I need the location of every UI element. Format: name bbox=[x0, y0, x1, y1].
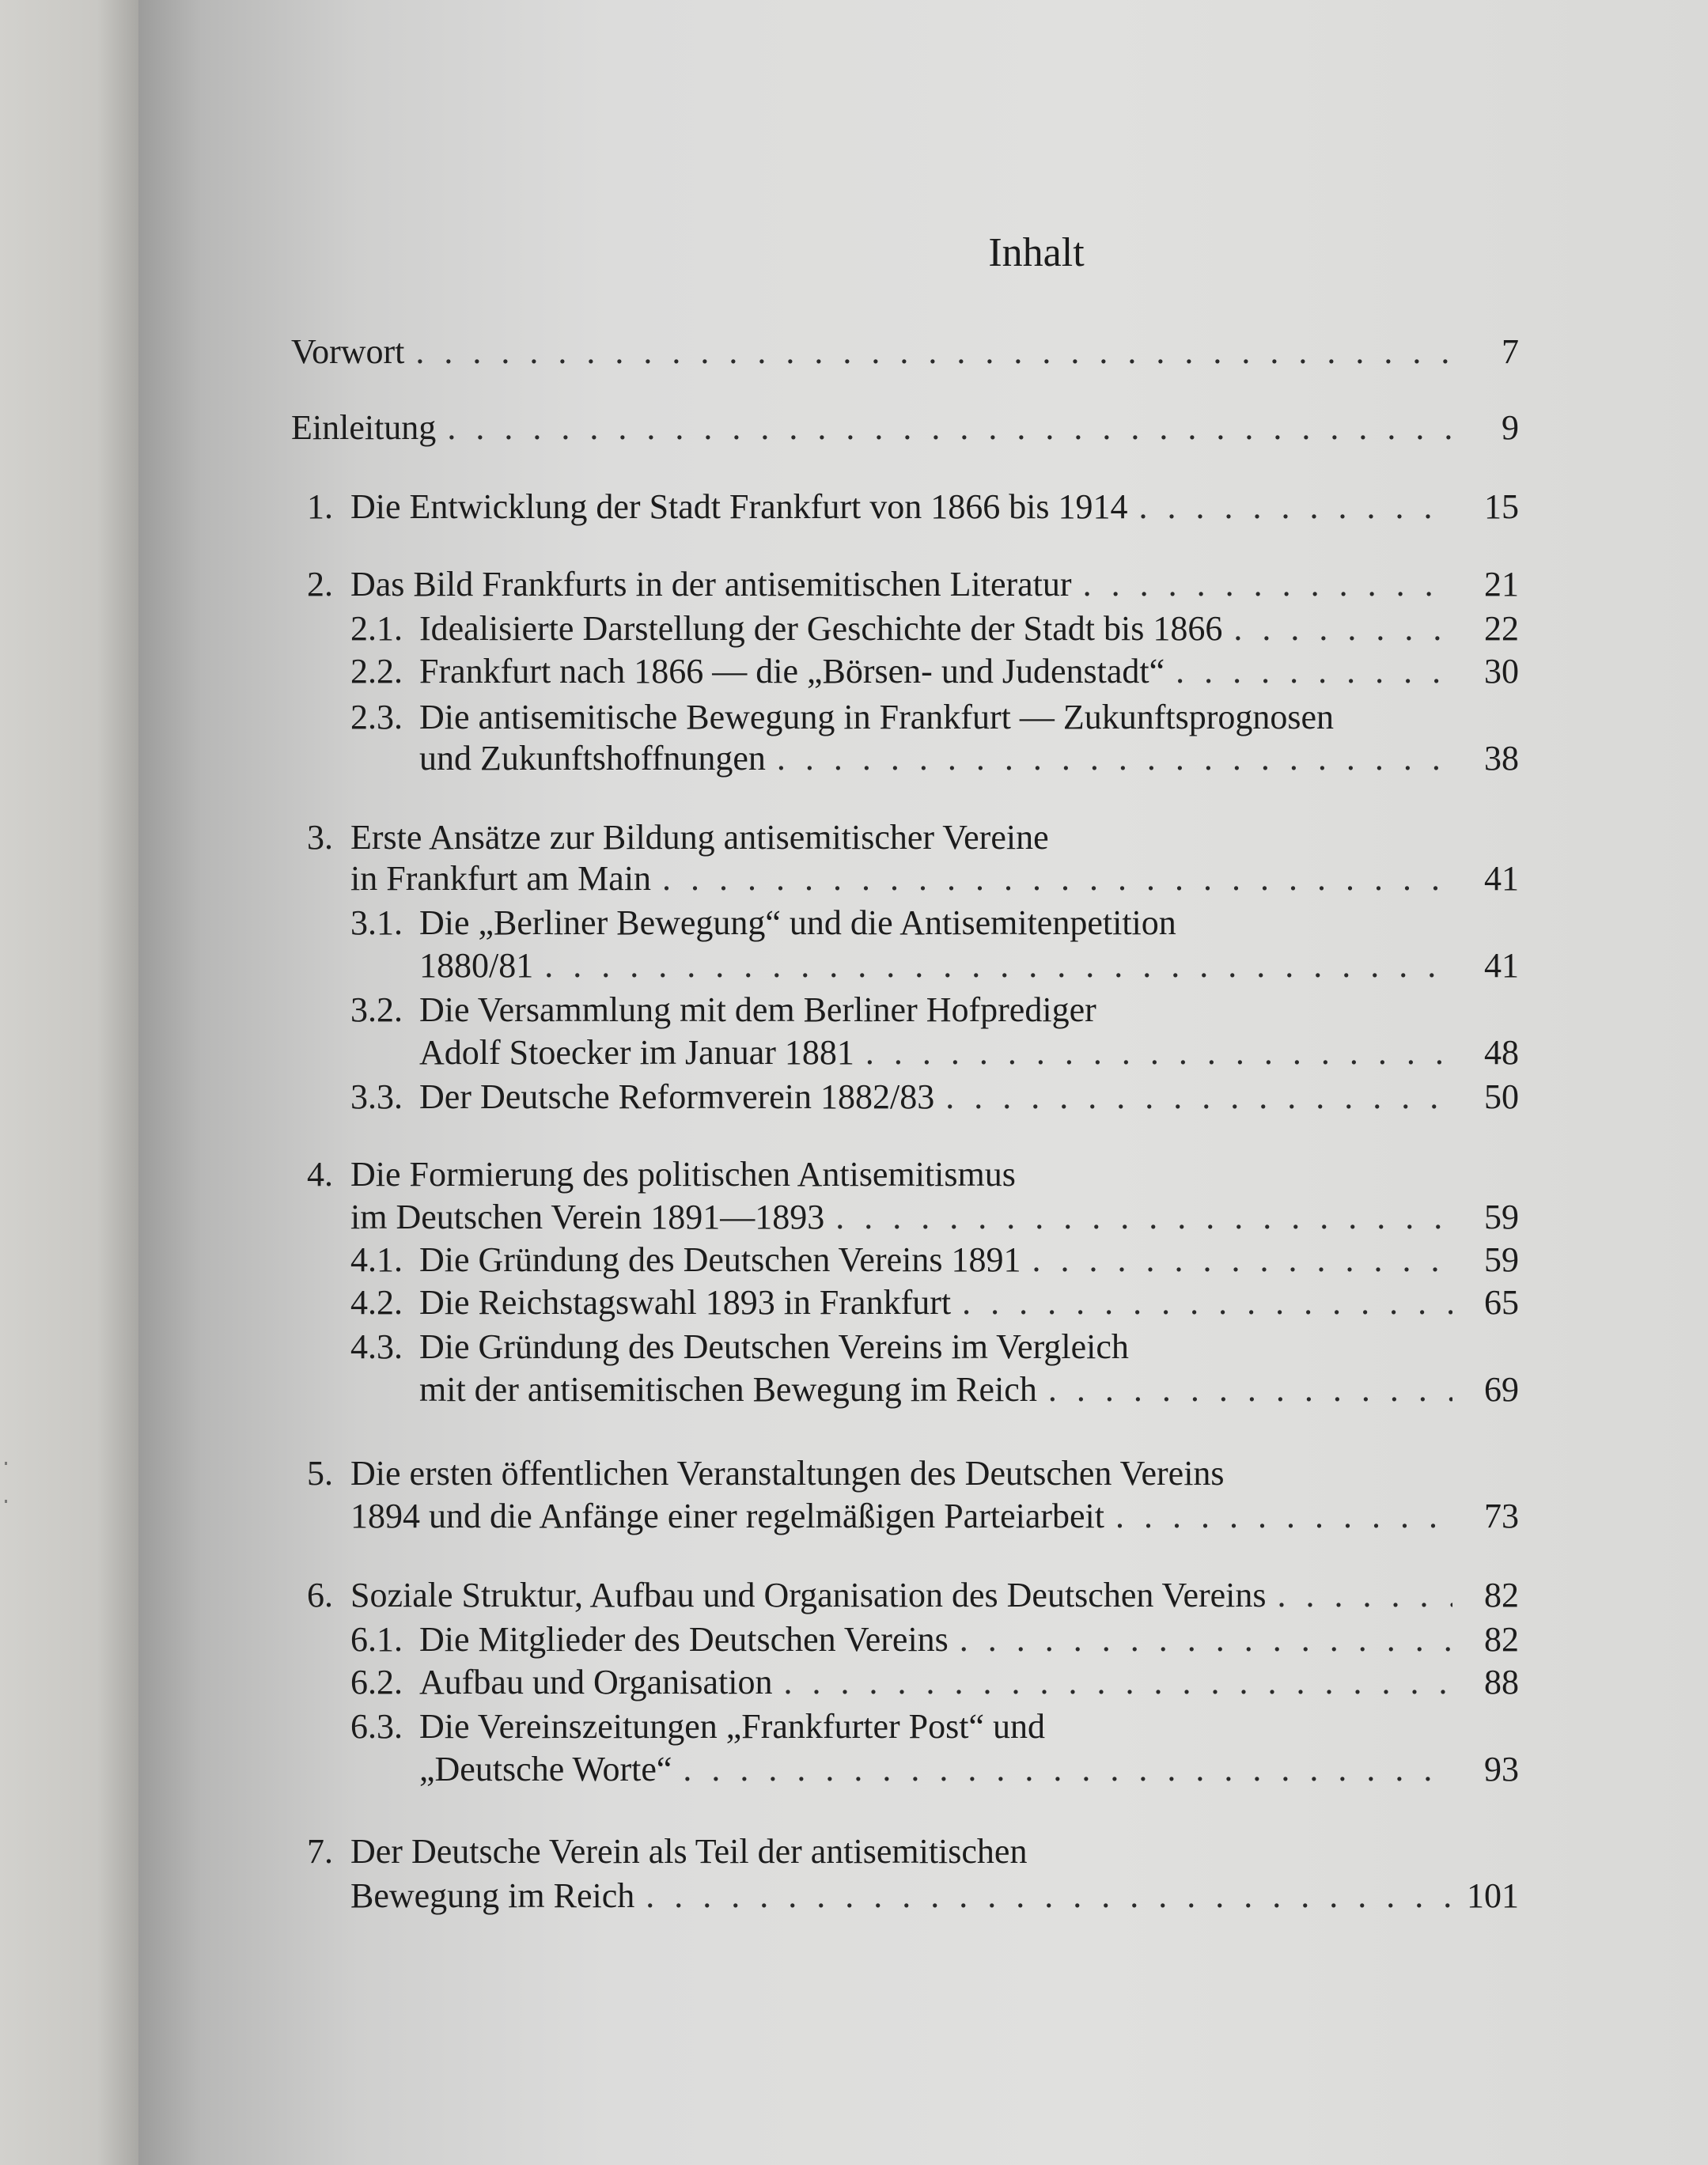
toc-entry bbox=[350, 650, 1519, 693]
toc-entry-number: 3.3. bbox=[350, 1077, 403, 1116]
toc-entry-title: Bewegung im Reich bbox=[350, 1876, 635, 1915]
toc-page-number: 21 bbox=[1484, 565, 1519, 604]
toc-page-number: 50 bbox=[1484, 1077, 1519, 1116]
toc-entry-title: Einleitung bbox=[291, 408, 437, 447]
dot-leader bbox=[1278, 1574, 1452, 1617]
toc-entry-number: 3.1. bbox=[350, 903, 403, 942]
toc-entry-number: 4.2. bbox=[350, 1283, 403, 1322]
page-title: Inhalt bbox=[988, 230, 1085, 275]
toc-entry-title: Der Deutsche Reformverein 1882/83 bbox=[419, 1077, 935, 1116]
margin-speck bbox=[5, 1462, 7, 1465]
toc-entry-title: in Frankfurt am Main bbox=[350, 859, 652, 898]
toc-entry-title: Die Formierung des politischen Antisemitismus bbox=[350, 1155, 1016, 1194]
toc-entry-number: 6.1. bbox=[350, 1620, 403, 1659]
toc-entry-title: Erste Ansätze zur Bildung antisemitischer Vereine bbox=[350, 818, 1049, 857]
toc-entry-title: Die Gründung des Deutschen Vereins im Vergleich bbox=[419, 1327, 1129, 1366]
dot-leader bbox=[683, 1748, 1452, 1791]
toc-entry bbox=[350, 1281, 1519, 1324]
toc-entry-number: 2.2. bbox=[350, 652, 403, 691]
toc-entry bbox=[350, 902, 1519, 944]
dot-leader bbox=[783, 1661, 1452, 1704]
toc-page-number: 9 bbox=[1502, 408, 1519, 447]
toc-entry bbox=[350, 1661, 1519, 1704]
toc-entry-title: Die antisemitische Bewegung in Frankfurt — Zukunftsprognosen bbox=[419, 698, 1335, 736]
toc-entry-title: 1894 und die Anfänge einer regelmäßigen Parteiarbeit bbox=[350, 1497, 1104, 1535]
dot-leader bbox=[835, 1196, 1452, 1239]
toc-page-number: 41 bbox=[1484, 859, 1519, 898]
toc-page-number: 101 bbox=[1467, 1876, 1519, 1915]
toc-entry bbox=[307, 816, 1519, 859]
toc-page-number: 73 bbox=[1484, 1497, 1519, 1535]
toc-page-number: 15 bbox=[1484, 487, 1519, 526]
toc-entry-title: Das Bild Frankfurts in der antisemitischen Literatur bbox=[350, 565, 1072, 604]
dot-leader bbox=[1176, 650, 1452, 693]
dot-leader bbox=[1048, 1368, 1452, 1411]
toc-entry bbox=[307, 1452, 1519, 1495]
toc-entry-number: 5. bbox=[307, 1454, 333, 1493]
dot-leader bbox=[544, 944, 1452, 987]
toc-entry-title: und Zukunftshoffnungen bbox=[419, 739, 766, 778]
toc-entry-line bbox=[419, 1368, 1519, 1411]
toc-page-number: 30 bbox=[1484, 652, 1519, 691]
toc-entry-line bbox=[291, 407, 1519, 449]
toc-entry-number: 7. bbox=[307, 1832, 333, 1871]
toc-entry-number: 2.1. bbox=[350, 609, 403, 648]
toc-entry-title: im Deutschen Verein 1891—1893 bbox=[350, 1198, 825, 1236]
toc-entry bbox=[350, 1618, 1519, 1661]
dot-leader bbox=[777, 737, 1452, 780]
toc-entry-title: Soziale Struktur, Aufbau und Organisation des Deutschen Vereins bbox=[350, 1576, 1267, 1614]
toc-entry-title: Aufbau und Organisation bbox=[419, 1663, 773, 1701]
toc-page-number: 69 bbox=[1484, 1370, 1519, 1409]
toc-entry-title: Adolf Stoecker im Januar 1881 bbox=[419, 1033, 854, 1072]
toc-entry-number: 2. bbox=[307, 565, 333, 604]
toc-entry-number: 4.1. bbox=[350, 1240, 403, 1279]
toc-entry bbox=[350, 607, 1519, 650]
toc-entry-line bbox=[419, 944, 1519, 987]
dot-leader bbox=[865, 1031, 1452, 1074]
toc-entry bbox=[307, 563, 1519, 606]
toc-entry-number: 6. bbox=[307, 1576, 333, 1614]
toc-page-number: 82 bbox=[1484, 1576, 1519, 1614]
toc-entry-title: „Deutsche Worte“ bbox=[419, 1750, 672, 1788]
toc-entry-title: mit der antisemitischen Bewegung im Reich bbox=[419, 1370, 1037, 1409]
toc-entry-line bbox=[419, 1031, 1519, 1074]
toc-entry bbox=[350, 989, 1519, 1031]
toc-page-number: 38 bbox=[1484, 739, 1519, 778]
toc-entry-line bbox=[419, 1748, 1519, 1791]
dot-leader bbox=[447, 407, 1452, 449]
dot-leader bbox=[662, 857, 1452, 900]
toc-entry-line bbox=[350, 1875, 1519, 1917]
toc-entry bbox=[350, 1076, 1519, 1118]
dot-leader bbox=[1115, 1495, 1452, 1538]
dot-leader bbox=[646, 1875, 1452, 1917]
dot-leader bbox=[1032, 1239, 1452, 1281]
dot-leader bbox=[945, 1076, 1452, 1118]
dot-leader bbox=[1139, 486, 1452, 528]
toc-entry bbox=[350, 696, 1519, 739]
toc-page-number: 22 bbox=[1484, 609, 1519, 648]
toc-entry-line bbox=[350, 1495, 1519, 1538]
toc-entry-number: 3. bbox=[307, 818, 333, 857]
toc-entry-title: Die Entwicklung der Stadt Frankfurt von 1866 bis 1914 bbox=[350, 487, 1128, 526]
toc-page-number: 59 bbox=[1484, 1198, 1519, 1236]
toc-entry bbox=[350, 1705, 1519, 1748]
toc-page-number: 88 bbox=[1484, 1663, 1519, 1701]
toc-entry-title: Idealisierte Darstellung der Geschichte der Stadt bis 1866 bbox=[419, 609, 1223, 648]
toc-entry-line bbox=[350, 1196, 1519, 1239]
margin-speck bbox=[5, 1500, 7, 1503]
toc-entry bbox=[307, 486, 1519, 528]
toc-entry bbox=[307, 1830, 1519, 1873]
toc-entry-title: Die Reichstagswahl 1893 in Frankfurt bbox=[419, 1283, 952, 1322]
toc-entry-line bbox=[291, 331, 1519, 373]
toc-entry-number: 3.2. bbox=[350, 990, 403, 1029]
toc-entry-title: Der Deutsche Verein als Teil der antisemitischen bbox=[350, 1832, 1028, 1871]
toc-page-number: 41 bbox=[1484, 946, 1519, 985]
toc-entry-number: 2.3. bbox=[350, 698, 403, 736]
toc-entry-line bbox=[350, 857, 1519, 900]
dot-leader bbox=[1083, 563, 1452, 606]
toc-entry-title: Die Versammlung mit dem Berliner Hofprediger bbox=[419, 990, 1096, 1029]
toc-page-number: 65 bbox=[1484, 1283, 1519, 1322]
toc-entry-title: 1880/81 bbox=[419, 946, 534, 985]
dot-leader bbox=[1233, 607, 1452, 650]
toc-page-number: 82 bbox=[1484, 1620, 1519, 1659]
toc-entry-title: Die Mitglieder des Deutschen Vereins bbox=[419, 1620, 949, 1659]
toc-entry-title: Die ersten öffentlichen Veranstaltungen des Deutschen Vereins bbox=[350, 1454, 1225, 1493]
toc-entry-number: 4. bbox=[307, 1155, 333, 1194]
toc-entry bbox=[307, 1574, 1519, 1617]
dot-leader bbox=[415, 331, 1452, 373]
toc-entry bbox=[350, 1239, 1519, 1281]
toc-entry-line bbox=[419, 737, 1519, 780]
dot-leader bbox=[960, 1618, 1452, 1661]
toc-page-number: 59 bbox=[1484, 1240, 1519, 1279]
toc-entry-number: 4.3. bbox=[350, 1327, 403, 1366]
toc-entry bbox=[307, 1153, 1519, 1196]
toc-page-number: 7 bbox=[1502, 332, 1519, 371]
page-left-margin bbox=[0, 0, 138, 2165]
toc-entry-title: Die „Berliner Bewegung“ und die Antisemitenpetition bbox=[419, 903, 1176, 942]
toc-entry bbox=[350, 1326, 1519, 1368]
toc-entry-number: 1. bbox=[307, 487, 333, 526]
dot-leader bbox=[962, 1281, 1452, 1324]
book-page bbox=[138, 0, 1708, 2165]
toc-page-number: 48 bbox=[1484, 1033, 1519, 1072]
toc-entry-number: 6.2. bbox=[350, 1663, 403, 1701]
toc-entry-title: Die Vereinszeitungen „Frankfurter Post“ und bbox=[419, 1707, 1045, 1746]
toc-entry-title: Frankfurt nach 1866 — die „Börsen- und Judenstadt“ bbox=[419, 652, 1165, 691]
toc-entry-title: Die Gründung des Deutschen Vereins 1891 bbox=[419, 1240, 1021, 1279]
toc-entry-title: Vorwort bbox=[291, 332, 405, 371]
toc-page-number: 93 bbox=[1484, 1750, 1519, 1788]
toc-entry-number: 6.3. bbox=[350, 1707, 403, 1746]
